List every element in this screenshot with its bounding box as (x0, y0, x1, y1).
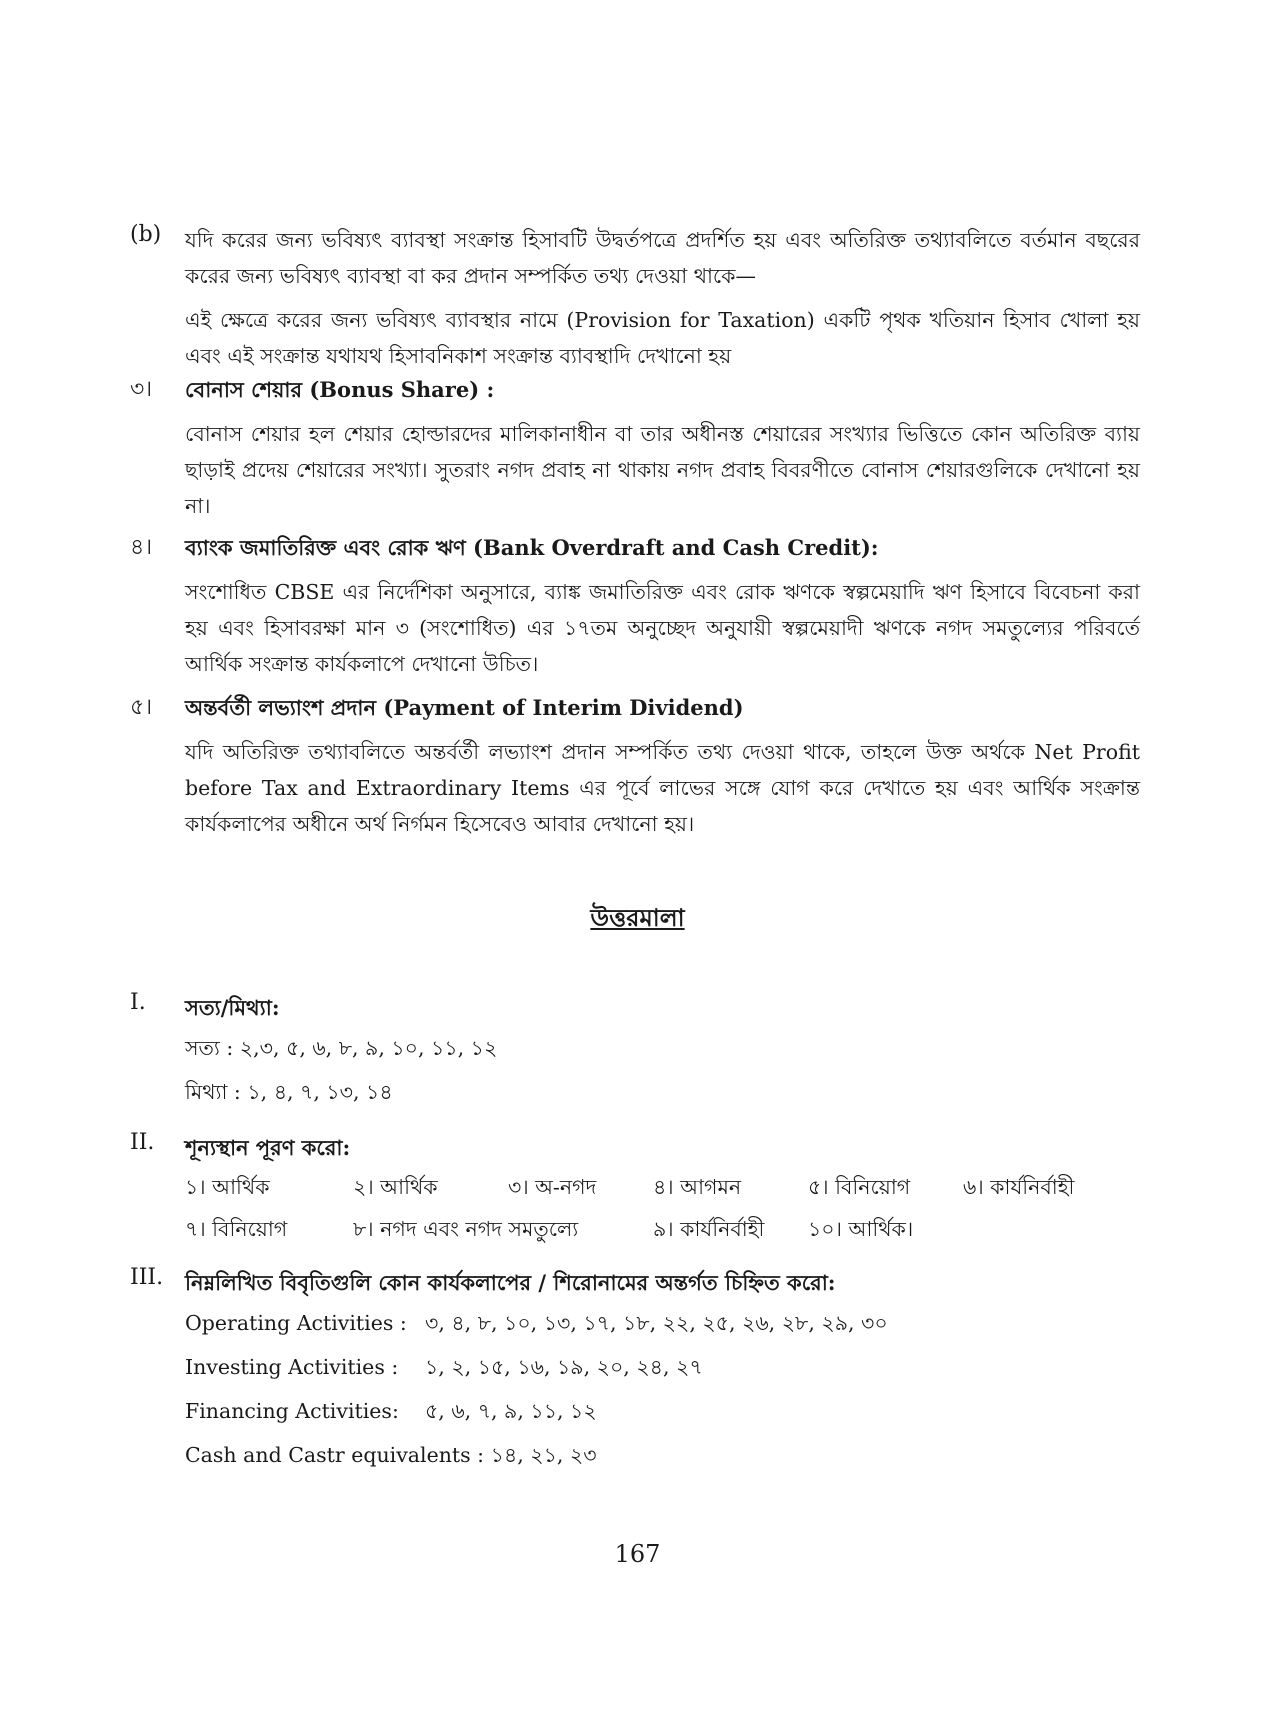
cash-equivalents-line: Cash and Castr equivalents : ১৪, ২১, ২৩ (185, 1443, 597, 1467)
fill-blank-answer: ২। আর্থিক (353, 1175, 438, 1199)
operating-activities-row (185, 1301, 1140, 1345)
section-3-marker: ৩। (130, 377, 153, 402)
section-5-heading: অন্তর্বর্তী লভ্যাংশ প্রদান (Payment of Interim Dividend) (185, 695, 744, 720)
section-bank-overdraft (130, 530, 1140, 682)
section-3-para: বোনাস শেয়ার হল শেয়ার হোল্ডারদের মালিকানাধীন বা তার অধীনস্ত শেয়ারের সংখ্যার ভিত্তিতে কোন অতিরিক্ত ব্যায় ছাড়াই প্রদেয় শেয়ারের সংখ্যা। সুতরাং নগদ প্রবাহ না থাকায় নগদ প্রবাহ বিবরণীতে বোনাস শেয়ারগুলিকে দেখানো হয় না। (185, 422, 1140, 518)
investing-activities-label: Investing Activities : (185, 1355, 399, 1379)
section-4-heading: ব্যাংক জমাতিরিক্ত এবং রোক ঋণ (Bank Overdraft and Cash Credit): (185, 535, 879, 560)
fill-blank-answer: ৪। আগমন (653, 1175, 742, 1199)
financing-activities-row (185, 1389, 1140, 1433)
false-answers: মিথ্যা : ১, ৪, ৭, ১৩, ১৪ (185, 1080, 393, 1104)
section-4-marker: ৪। (130, 535, 153, 560)
section-interim-dividend (130, 690, 1140, 842)
section-b (130, 222, 1140, 374)
fill-blank-answer: ৫। বিনিয়োগ (808, 1175, 911, 1199)
section-5-para: যদি অতিরিক্ত তথ্যাবলিতে অন্তর্বর্তী লভ্যাংশ প্রদান সম্পর্কিত তথ্য দেওয়া থাকে, তাহলে উক্ত অর্থকে Net Profit before Tax and Extraordinary Items এর পূর্বে লাভের সঙ্গে যোগ করে দেখাতে হয় এবং আর্থিক সংক্রান্ত কার্যকলাপের অধীনে অর্থ নির্গমন হিসেবেও আবার দেখানো হয়। (185, 740, 1140, 836)
part-i-heading: সত্য/মিথ্যা: (185, 995, 280, 1020)
answer-title: উত্তরমালা (590, 903, 685, 932)
section-4-para: সংশোধিত CBSE এর নির্দেশিকা অনুসারে, ব্যাঙ্ক জমাতিরিক্ত এবং রোক ঋণকে স্বল্পমেয়াদি ঋণ হিসাবে বিবেচনা করা হয় এবং হিসাবরক্ষা মান ৩ (সংশোধিত) এর ১৭তম অনুচ্ছেদ অনুযায়ী স্বল্পমেয়াদী ঋণকে নগদ সমতুল্যের পরিবর্তে আর্থিক সংক্রান্ত কার্যকলাপে দেখানো উচিত। (185, 580, 1140, 676)
section-bonus-share (130, 372, 1140, 524)
section-5-marker: ৫। (130, 695, 153, 720)
fill-blank-answer: ৯। কার্যনির্বাহী (653, 1217, 765, 1241)
fill-blank-answer: ৩। অ-নগদ (508, 1175, 597, 1199)
fill-blank-answer: ৮। নগদ এবং নগদ সমতুল্যে (353, 1217, 579, 1241)
fill-blank-answer: ৬। কার্যনির্বাহী (963, 1175, 1075, 1199)
section-3-heading: বোনাস শেয়ার (Bonus Share) : (185, 377, 495, 402)
fill-blank-answer: ১। আর্থিক (185, 1175, 270, 1199)
part-i (130, 990, 1140, 1114)
investing-activities-row (185, 1345, 1140, 1389)
section-b-marker: (b) (130, 222, 162, 247)
fill-blank-row-2 (185, 1208, 1140, 1250)
section-b-para-1: যদি করের জন্য ভবিষ্যৎ ব্যাবস্থা সংক্রান্ত হিসাবটি উদ্বর্তপত্রে প্রদর্শিত হয় এবং অতিরিক্ত তথ্যাবলিতে বর্তমান বছরের করের জন্য ভবিষ্যৎ ব্যাবস্থা বা কর প্রদান সম্পর্কিত তথ্য দেওয়া থাকে— (185, 228, 1140, 288)
part-iii (130, 1265, 1140, 1477)
true-answers: সত্য : ২,৩, ৫, ৬, ৮, ৯, ১০, ১১, ১২ (185, 1036, 498, 1060)
part-ii-heading: শূন্যস্থান পূরণ করো: (185, 1135, 351, 1160)
part-iii-marker: III. (130, 1265, 164, 1290)
operating-activities-values: ৩, ৪, ৮, ১০, ১৩, ১৭, ১৮, ২২, ২৫, ২৬, ২৮, ২৯, ৩০ (425, 1311, 888, 1335)
section-b-para-2: এই ক্ষেত্রে করের জন্য ভবিষ্যৎ ব্যাবস্থার নামে (Provision for Taxation) একটি পৃথক খতিয়ান হিসাব খোলা হয় এবং এই সংক্রান্ত যথাযথ হিসাবনিকাশ সংক্রান্ত ব্যাবস্থাদি দেখানো হয় (185, 308, 1140, 368)
fill-blank-answer: ১০। আর্থিক। (808, 1217, 914, 1241)
part-ii-marker: II. (130, 1130, 155, 1155)
operating-activities-label: Operating Activities : (185, 1311, 407, 1335)
financing-activities-label: Financing Activities: (185, 1399, 399, 1423)
financing-activities-values: ৫, ৬, ৭, ৯, ১১, ১২ (425, 1399, 597, 1423)
page-number: 167 (614, 1540, 661, 1568)
part-i-marker: I. (130, 990, 146, 1015)
part-ii (130, 1130, 1140, 1250)
investing-activities-values: ১, ২, ১৫, ১৬, ১৯, ২০, ২৪, ২৭ (425, 1355, 703, 1379)
fill-blank-answer: ৭। বিনিয়োগ (185, 1217, 288, 1241)
part-iii-heading: নিম্নলিখিত বিবৃতিগুলি কোন কার্যকলাপের / শিরোনামের অন্তর্গত চিহ্নিত করো: (185, 1270, 836, 1295)
fill-blank-row-1 (185, 1166, 1140, 1208)
